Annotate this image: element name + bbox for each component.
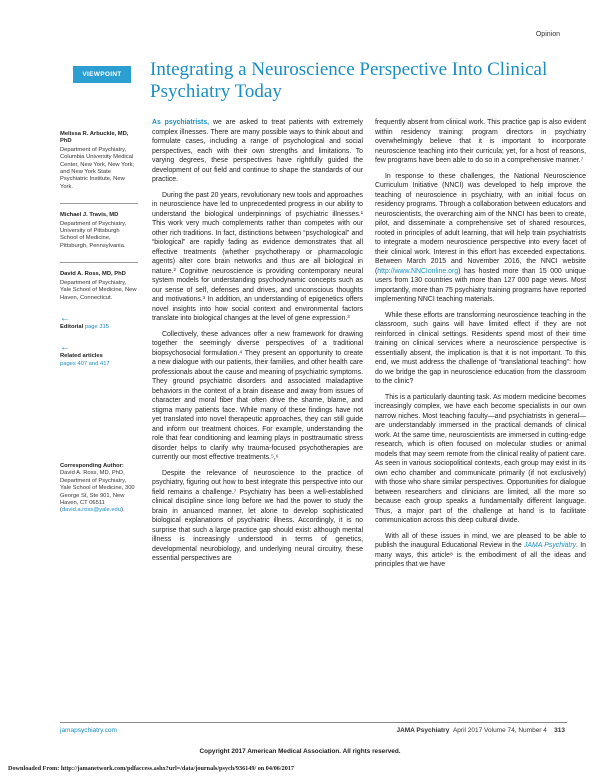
related-label: Related articles (60, 353, 103, 360)
sidebar-divider (60, 262, 138, 263)
paragraph-text: . In many ways, this article⁸ is the embodiment of all the ideas and principles that we have (375, 542, 586, 568)
paragraph: This is a particularly daunting task. As modern medicine becomes increasingly complex, we have each become specialists in our own narrow niches. Most teaching faculty—and psychiatrists in general—are understandably immersed in the practical demands of clinical work. At the same time, neuroscientists are immersed in cutting-edge research, which is often focused on molecular studies or animal models that may seem remote from the clinical reality of patient care. As seen in various sociopolitical contexts, each group may exist in its own echo chamber and communicate primarily (if not exclusively) with those who share similar perspectives. Opportunities for dialogue between researchers and clinicians are limited, all the more so because each group speaks a fundamentally different language. Thus, a major part of the challenge at hand is to facilitate communication across this deep cultural divide. (375, 393, 586, 524)
footer-journal: JAMA Psychiatry (396, 727, 450, 734)
paragraph-text: ) has hosted more than 15 000 unique users from 130 countries with more than 127 000 page views. Most importantly, more than 75 psychiatry training programs have reported implementing NNCI teaching materials. (375, 267, 586, 303)
paragraph-text: With all of these issues in mind, we are pleased to be able to publish the inaugural Educational Review in the (375, 532, 586, 549)
sidebar-divider (60, 203, 138, 204)
paragraph: While these efforts are transforming neuroscience teaching in the classroom, such gains will have limited effect if they are not reinforced in clinical settings. Residents spend most of their time training on clinical services where a neuroscience perspective is essentially absent, the implication is that it is not important. To this end, we must address the challenge of “translational teaching”: how do we bridge the gap in neuroscience education from the classroom to the clinic? (375, 311, 586, 385)
viewpoint-badge: VIEWPOINT (73, 66, 131, 83)
nnci-website-link[interactable]: http://www.NNCIonline.org (377, 267, 459, 275)
corresponding-text: David A. Ross, MD, PhD, Department of Psychiatry, Yale School of Medicine, 300 George St, Ste 901, New Haven, CT 06511 ( (60, 470, 135, 514)
paragraph: Collectively, these advances offer a new framework for drawing together the seemingly diverse perspectives of a traditional biopsychosocial formulation.⁴ They present an opportunity to create a new dialogue with our patients, their families, and other health care professionals about the cause and meaning of psychiatric symptoms. They ground psychiatric disorders and associated maladaptive behaviors in the context of a brain disease and away from issues of character and moral fiber that often drive the shame, blame, and stigma many patients face. While many of these findings have not yet translated into novel therapeutic approaches, they can still guide and inform our treatment choices. For example, understanding the role that fear conditioning and learning plays in posttraumatic stress disorder helps to clarify why trauma-focused psychotherapies are currently our most effective treatments.⁵,⁶ (152, 330, 363, 461)
author-block (60, 271, 138, 302)
footer-citation (396, 727, 565, 734)
author-affiliation: Department of Psychiatry, Columbia University Medical Center, New York, New York; and New York State Psychiatric Institute, New York. (60, 146, 135, 190)
arrow-left-icon: ← (60, 312, 70, 324)
paragraph (375, 172, 586, 305)
corresponding-end: ). (121, 507, 125, 514)
article-title: Integrating a Neuroscience Perspective Into Clinical Psychiatry Today (150, 59, 548, 102)
footer-issue: April 2017 Volume 74, Number 4 (452, 727, 547, 734)
paragraph (152, 118, 363, 185)
author-sidebar (60, 131, 138, 380)
author-affiliation: Department of Psychiatry, Yale School of Medicine, New Haven, Connecticut. (60, 279, 137, 301)
page-number: 313 (554, 727, 565, 734)
footer-site-link[interactable]: jamapsychiatry.com (60, 727, 117, 734)
footer-divider (60, 722, 567, 723)
paragraph: Despite the relevance of neuroscience to the practice of psychiatry, figuring out how to best integrate this perspective into our field remains a challenge.⁷ Psychiatry has been a well-established clinical discipline since long before we had the power to study the brain in anuanced manner, let alone to develop sophisticated biological explanations of psychiatric illness. Accordingly, it is no surprise that such a large practice gap should exist: although mental illness is increasingly understood in terms of genetics, developmental neurobiology, and underlying neural circuitry, these essential perspectives are (152, 469, 363, 562)
section-label: Opinion (535, 31, 560, 38)
author-name: Michael J. Travis, MD (60, 212, 119, 219)
body-column-left (152, 118, 363, 570)
paragraph-text: we are asked to treat patients with extremely complex illnesses. There are many possible ways to think about and formulate cases, including a range of psychological and social perspectives, each with their own strengths and limitations. To varying degrees, these perspectives have rightfully guided the development of our field and continue to shape the standards of our practice. (152, 119, 363, 183)
download-notice: Downloaded From: http://jamanetwork.com/pdfaccess.ashx?url=/data/journals/psych/936149/ on 04/06/2017 (8, 765, 294, 772)
related-link[interactable]: pages 407 and 417 (60, 360, 110, 367)
lead-in: As psychiatrists, (152, 119, 210, 126)
related-link-block (60, 343, 138, 368)
editorial-link[interactable]: page 315 (84, 323, 110, 330)
body-column-right (375, 118, 586, 576)
paragraph-text: In response to these challenges, the National Neuroscience Curriculum Initiative (NNCI) was developed to help improve the teaching of neuroscience in psychiatry, with an initial focus on residency programs. Through a collaboration between educators and neuroscientists, the overarching aim of the NNCI has been to create, pilot, and disseminate a comprehensive set of shared resources, rooted in principles of adult learning, that will help train psychiatrists to integrate a modern neuroscience perspective into every facet of their clinical work. Interest in this effort has exceeded expectations. Between March 2015 and November 2016, the NNCI website ( (375, 172, 586, 275)
editorial-label: Editorial (60, 323, 84, 330)
author-block (60, 212, 138, 250)
paragraph: frequently absent from clinical work. This practice gap is also evident within residency training: program directors in psychiatry overwhelmingly believe that it is important to incorporate neuroscience teaching into their curricula; yet, for a host of reasons, few programs have been able to do so in a comprehensive manner.⁷ (375, 119, 586, 164)
journal-name: JAMA Psychiatry (523, 542, 577, 549)
corresponding-author (60, 463, 138, 515)
author-affiliation: Department of Psychiatry, University of Pittsburgh School of Medicine, Pittsburgh, Pennsylvania. (60, 220, 127, 249)
paragraph (375, 532, 586, 570)
corresponding-label: Corresponding Author: (60, 463, 124, 469)
editorial-link-block (60, 314, 138, 331)
copyright-notice: Copyright 2017 American Medical Association. All rights reserved. (199, 748, 401, 755)
author-name: David A. Ross, MD, PhD (60, 271, 126, 278)
paragraph: During the past 20 years, revolutionary new tools and approaches in neuroscience have led to unprecedented progress in our ability to understand the biological underpinnings of psychiatric illnesses.¹ This work very much complements rather than competes with our other rich traditions. In fact, distinctions between “psychological” and “biological” are rapidly fading as evidence demonstrates that all effective treatments (whether psychotherapy or pharmacologic agents) alter core brain networks and thus are all biological in nature.² Cognitive neuroscience is providing contemporary neural system models for understanding psychodynamic concepts such as our sense of self, defenses and drives, and unconscious thoughts and motivations.³ In addition, an understanding of epigenetics offers novel insights into how social context and environmental factors translate into biological changes at the level of gene expression.³ (152, 191, 363, 322)
author-block (60, 131, 138, 191)
corresponding-email-link[interactable]: david.a.ross@yale.edu (61, 507, 121, 514)
author-name: Melissa R. Arbuckle, MD, PhD (60, 131, 129, 145)
arrow-left-icon: ← (60, 342, 70, 354)
